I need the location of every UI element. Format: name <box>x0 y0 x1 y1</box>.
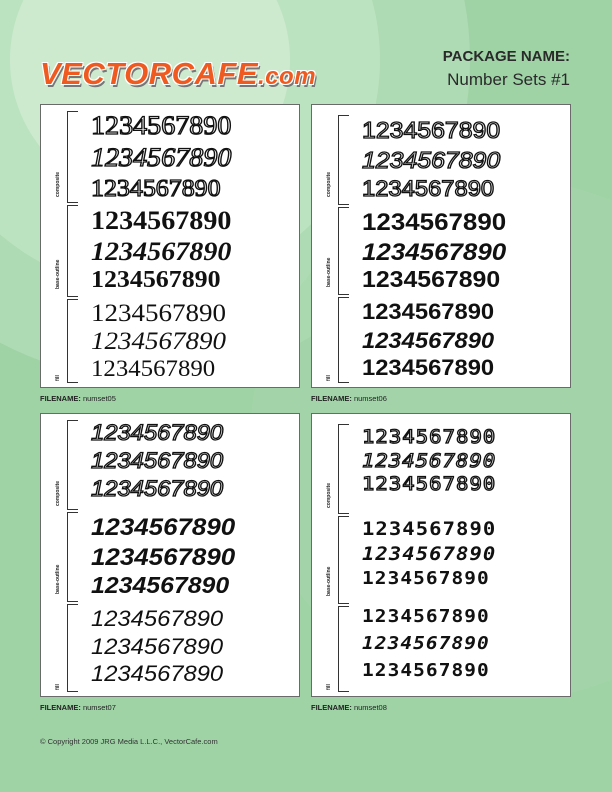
filename-caption <box>40 394 116 403</box>
label-fill: fill <box>326 684 332 690</box>
label-composite: composite <box>55 171 61 197</box>
number-set-panel-numset06 <box>311 104 571 388</box>
number-row: 1234567890 <box>362 426 497 448</box>
logo-text: VECTORCAFE <box>40 56 259 91</box>
number-row: 1234567890 <box>362 606 490 627</box>
filename-label: FILENAME: <box>40 703 81 712</box>
package-name-label: PACKAGE NAME: <box>442 48 570 65</box>
label-base-outline: base-outline <box>326 566 332 596</box>
number-row: 1234567890 <box>91 661 224 686</box>
filename-value: numset08 <box>353 703 387 712</box>
package-name-value: Number Sets #1 <box>447 70 570 89</box>
number-row: 1234567890 <box>91 300 226 327</box>
number-row: 1234567890 <box>362 473 497 495</box>
filename-value: numset06 <box>353 394 387 403</box>
filename-caption <box>311 394 387 403</box>
number-row: 1234567890 <box>91 176 221 202</box>
number-set-panel-numset05 <box>40 104 300 388</box>
number-row: 1234567890 <box>91 448 224 473</box>
number-row: 1234567890 <box>362 355 495 380</box>
number-row: 1234567890 <box>362 176 495 201</box>
filename-label: FILENAME: <box>311 394 352 403</box>
label-base-outline: base-outline <box>326 257 332 287</box>
bracket-base-outline <box>67 512 68 602</box>
number-row: 1234567890 <box>362 239 507 266</box>
filename-label: FILENAME: <box>311 703 352 712</box>
label-fill: fill <box>326 375 332 381</box>
number-row: 1234567890 <box>362 568 490 589</box>
number-row: 1234567890 <box>362 518 497 540</box>
filename-label: FILENAME: <box>40 394 81 403</box>
bracket-fill <box>67 299 68 383</box>
number-row: 1234567890 <box>362 660 490 681</box>
label-composite: composite <box>326 171 332 197</box>
number-row: 1234567890 <box>91 420 224 445</box>
number-row: 1234567890 <box>91 206 232 235</box>
number-row: 1234567890 <box>91 544 236 571</box>
number-row: 1234567890 <box>91 514 236 541</box>
label-fill: fill <box>55 375 61 381</box>
number-row: 1234567890 <box>362 299 495 324</box>
filename-value: numset07 <box>82 703 116 712</box>
bracket-base-outline <box>338 207 339 295</box>
number-row: 1234567890 <box>362 633 490 654</box>
label-fill: fill <box>55 684 61 690</box>
number-row: 1234567890 <box>91 111 232 140</box>
bracket-base-outline <box>67 205 68 297</box>
label-base-outline: base-outline <box>55 564 61 594</box>
number-row: 1234567890 <box>362 266 501 292</box>
bracket-fill <box>338 606 339 692</box>
number-row: 1234567890 <box>91 237 232 266</box>
number-row: 1234567890 <box>91 476 224 501</box>
filename-value: numset05 <box>82 394 116 403</box>
filename-caption <box>311 703 387 712</box>
number-row: 1234567890 <box>91 143 232 172</box>
number-row: 1234567890 <box>91 267 221 293</box>
number-row: 1234567890 <box>91 634 224 659</box>
number-row: 1234567890 <box>362 147 501 173</box>
number-row: 1234567890 <box>362 328 495 353</box>
bracket-base-outline <box>338 516 339 604</box>
bracket-fill <box>338 297 339 383</box>
label-base-outline: base-outline <box>55 259 61 289</box>
logo-suffix: .com <box>258 63 317 90</box>
copyright-text: © Copyright 2009 JRG Media L.L.C., VectorCafe.com <box>40 737 218 746</box>
number-row: 1234567890 <box>91 356 216 381</box>
number-row: 1234567890 <box>362 209 507 236</box>
bracket-composite <box>67 420 68 510</box>
number-row: 1234567890 <box>91 328 226 355</box>
number-set-panel-numset08 <box>311 413 571 697</box>
number-set-panel-numset07 <box>40 413 300 697</box>
bracket-fill <box>67 604 68 692</box>
number-row: 1234567890 <box>91 572 230 598</box>
number-row: 1234567890 <box>362 450 497 472</box>
bracket-composite <box>338 424 339 514</box>
number-row: 1234567890 <box>362 543 497 565</box>
bracket-composite <box>67 111 68 203</box>
number-row: 1234567890 <box>362 117 501 143</box>
number-row: 1234567890 <box>91 606 224 631</box>
label-composite: composite <box>326 482 332 508</box>
filename-caption <box>40 703 116 712</box>
vectorcafe-logo <box>40 56 400 92</box>
bracket-composite <box>338 115 339 205</box>
label-composite: composite <box>55 480 61 506</box>
